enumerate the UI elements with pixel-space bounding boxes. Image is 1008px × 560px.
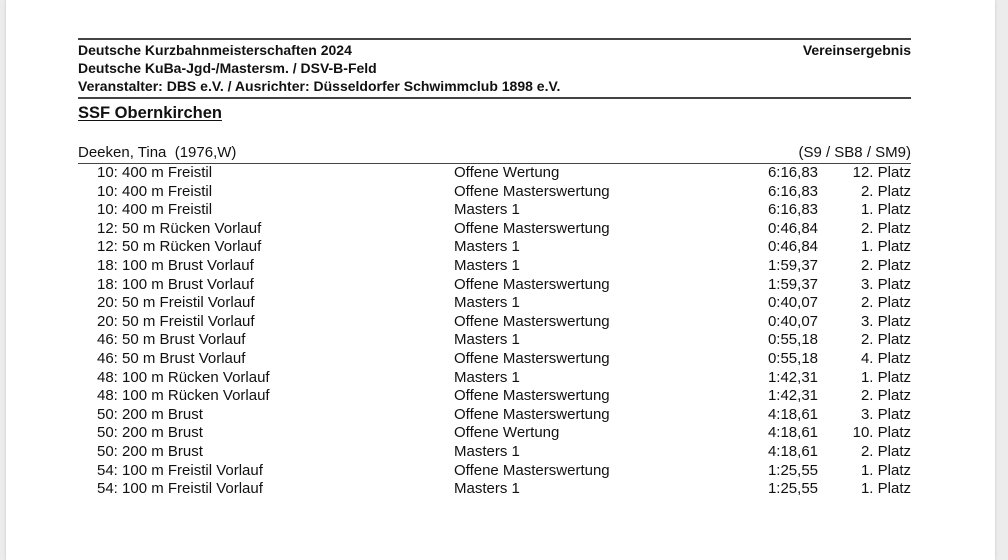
result-wertung: Masters 1 (454, 294, 520, 312)
document-page (6, 0, 995, 560)
competition-subtitle: Deutsche KuBa-Jgd-/Mastersm. / DSV-B-Feld (78, 60, 377, 76)
result-place: 2. Platz (860, 182, 911, 200)
club-name: SSF Obernkirchen (78, 104, 222, 122)
result-row (78, 183, 911, 202)
result-row (78, 238, 911, 257)
result-event: 12: 50 m Rücken Vorlauf (97, 238, 262, 256)
result-row (78, 406, 911, 425)
result-wertung: Offene Masterswertung (454, 405, 610, 423)
result-place: 1. Platz (860, 238, 911, 256)
result-time: 6:16,83 (767, 182, 818, 200)
result-event: 46: 50 m Brust Vorlauf (97, 331, 246, 349)
result-time: 0:55,18 (767, 331, 818, 349)
result-place: 1. Platz (860, 201, 911, 219)
result-wertung: Offene Masterswertung (454, 349, 610, 367)
result-event: 50: 200 m Brust (97, 405, 203, 423)
result-row (78, 276, 911, 295)
athlete-name: Deeken, Tina (1976,W) (78, 144, 237, 161)
result-time: 4:18,61 (767, 405, 818, 423)
result-time: 1:25,55 (767, 461, 818, 479)
result-row (78, 294, 911, 313)
result-time: 1:59,37 (767, 275, 818, 293)
result-time: 0:40,07 (767, 294, 818, 312)
results-list (78, 164, 911, 499)
result-wertung: Masters 1 (454, 442, 520, 460)
result-row (78, 164, 911, 183)
result-place: 2. Platz (860, 387, 911, 405)
result-row (78, 462, 911, 481)
result-place: 10. Platz (852, 424, 911, 442)
result-event: 54: 100 m Freistil Vorlauf (97, 480, 263, 498)
result-wertung: Offene Masterswertung (454, 387, 610, 405)
document-header (78, 38, 911, 99)
result-time: 6:16,83 (767, 164, 818, 181)
result-time: 0:46,84 (767, 219, 818, 237)
result-place: 3. Platz (860, 275, 911, 293)
result-time: 1:59,37 (767, 256, 818, 274)
result-place: 3. Platz (860, 405, 911, 423)
result-event: 10: 400 m Freistil (97, 164, 213, 181)
athlete-row (78, 143, 911, 164)
result-time: 6:16,83 (767, 201, 818, 219)
result-time: 1:42,31 (767, 387, 818, 405)
result-place: 2. Platz (860, 294, 911, 312)
result-event: 20: 50 m Freistil Vorlauf (97, 312, 255, 330)
result-wertung: Offene Masterswertung (454, 461, 610, 479)
result-time: 1:42,31 (767, 368, 818, 386)
result-place: 1. Platz (860, 461, 911, 479)
result-row (78, 257, 911, 276)
result-wertung: Masters 1 (454, 480, 520, 498)
result-place: 2. Platz (860, 219, 911, 237)
result-event: 54: 100 m Freistil Vorlauf (97, 461, 263, 479)
result-wertung: Masters 1 (454, 201, 520, 219)
report-type: Vereinsergebnis (802, 42, 911, 58)
result-event: 46: 50 m Brust Vorlauf (97, 349, 246, 367)
result-place: 2. Platz (860, 331, 911, 349)
athlete-classification: (S9 / SB8 / SM9) (798, 144, 911, 161)
result-event: 50: 200 m Brust (97, 442, 203, 460)
result-row (78, 387, 911, 406)
result-event: 48: 100 m Rücken Vorlauf (97, 368, 270, 386)
result-event: 18: 100 m Brust Vorlauf (97, 275, 254, 293)
result-event: 20: 50 m Freistil Vorlauf (97, 294, 255, 312)
result-wertung: Offene Wertung (454, 424, 560, 442)
result-row (78, 443, 911, 462)
result-place: 2. Platz (860, 256, 911, 274)
result-time: 0:40,07 (767, 312, 818, 330)
result-place: 3. Platz (860, 312, 911, 330)
result-place: 1. Platz (860, 368, 911, 386)
result-wertung: Masters 1 (454, 238, 520, 256)
result-wertung: Masters 1 (454, 331, 520, 349)
result-row (78, 313, 911, 332)
result-row (78, 220, 911, 239)
result-row (78, 480, 911, 499)
result-time: 0:46,84 (767, 238, 818, 256)
result-event: 10: 400 m Freistil (97, 201, 213, 219)
result-wertung: Offene Masterswertung (454, 219, 610, 237)
result-time: 4:18,61 (767, 424, 818, 442)
result-wertung: Offene Wertung (454, 164, 560, 181)
result-event: 18: 100 m Brust Vorlauf (97, 256, 254, 274)
result-row (78, 424, 911, 443)
result-event: 50: 200 m Brust (97, 424, 203, 442)
result-row (78, 331, 911, 350)
result-time: 4:18,61 (767, 442, 818, 460)
result-time: 1:25,55 (767, 480, 818, 498)
result-row (78, 350, 911, 369)
result-wertung: Offene Masterswertung (454, 312, 610, 330)
result-wertung: Masters 1 (454, 256, 520, 274)
result-row (78, 201, 911, 220)
result-place: 4. Platz (860, 349, 911, 367)
result-row (78, 369, 911, 388)
result-event: 10: 400 m Freistil (97, 182, 213, 200)
result-wertung: Offene Masterswertung (454, 182, 610, 200)
result-place: 1. Platz (860, 480, 911, 498)
organizer-line: Veranstalter: DBS e.V. / Ausrichter: Düsseldorfer Schwimmclub 1898 e.V. (78, 78, 561, 94)
result-place: 2. Platz (860, 442, 911, 460)
result-event: 12: 50 m Rücken Vorlauf (97, 219, 262, 237)
competition-title: Deutsche Kurzbahnmeisterschaften 2024 (78, 42, 352, 58)
result-wertung: Offene Masterswertung (454, 275, 610, 293)
result-wertung: Masters 1 (454, 368, 520, 386)
result-place: 12. Platz (852, 164, 911, 181)
result-time: 0:55,18 (767, 349, 818, 367)
result-event: 48: 100 m Rücken Vorlauf (97, 387, 270, 405)
